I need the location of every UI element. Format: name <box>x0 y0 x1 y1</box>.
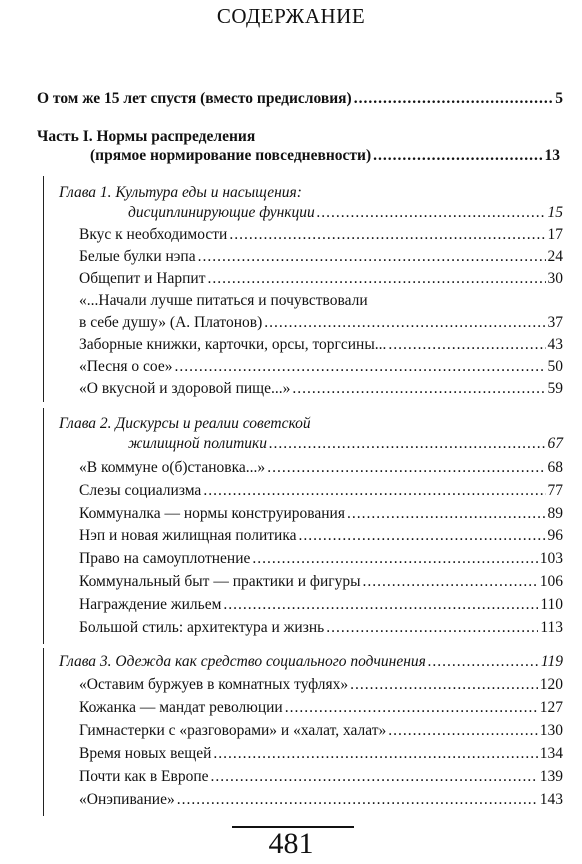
toc-section[interactable] <box>79 335 563 355</box>
dot-leader <box>347 504 546 524</box>
toc-section[interactable] <box>79 572 563 592</box>
toc-section[interactable] <box>79 698 563 718</box>
toc-section[interactable] <box>79 767 563 787</box>
dot-leader <box>211 767 538 787</box>
toc-entry-page: 13 <box>544 147 560 164</box>
page-title: СОДЕРЖАНИЕ <box>216 4 366 28</box>
toc-entry-title: Коммунальный быт — практики и фигуры <box>79 573 361 590</box>
toc-section[interactable] <box>79 675 563 695</box>
dot-leader <box>285 698 538 718</box>
toc-entry-page: 68 <box>547 459 563 476</box>
dot-leader <box>198 247 546 267</box>
toc-entry-preface[interactable] <box>37 89 563 109</box>
toc-entry-page: 134 <box>539 745 563 762</box>
toc-entry-title: «О вкусной и здоровой пище...» <box>79 380 291 397</box>
toc-entry-page: 15 <box>547 204 563 221</box>
toc-entry-chapter-3[interactable] <box>59 652 563 672</box>
dot-leader <box>317 203 546 223</box>
dot-leader <box>363 572 538 592</box>
toc-entry-title: Слезы социализма <box>79 482 202 499</box>
toc-section[interactable] <box>79 269 563 289</box>
dot-leader <box>229 225 545 245</box>
toc-entry-page: 103 <box>539 550 563 567</box>
chapter-divider <box>43 648 44 816</box>
dot-leader <box>299 526 546 546</box>
toc-entry-page: 37 <box>547 314 563 331</box>
toc-entry-title: О том же 15 лет спустя (вместо предисловия) <box>37 90 352 107</box>
toc-entry-page: 67 <box>547 435 563 452</box>
toc-section[interactable] <box>79 225 563 245</box>
toc-part-title: Часть I. Нормы распределения <box>37 128 256 145</box>
toc-entry-title: Время новых вещей <box>79 745 212 762</box>
toc-entry-page: 139 <box>539 768 563 785</box>
toc-entry-page: 30 <box>547 270 563 287</box>
dot-leader <box>208 269 546 289</box>
toc-entry-page: 96 <box>547 527 563 544</box>
toc-entry-page: 127 <box>539 699 563 716</box>
toc-entry-title: Белые булки нэпа <box>79 248 196 265</box>
toc-section[interactable] <box>79 458 563 478</box>
dot-leader <box>223 595 538 615</box>
dot-leader <box>213 744 537 764</box>
toc-entry-title: в себе душу» (А. Платонов) <box>79 314 263 331</box>
dot-leader <box>326 618 538 638</box>
toc-entry-page: 43 <box>547 336 563 353</box>
toc-entry-page: 59 <box>547 380 563 397</box>
toc-entry-title: Гимнастерки с «разговорами» и «халат, халат» <box>79 722 387 739</box>
page-number: 481 <box>268 827 314 860</box>
toc-section[interactable] <box>79 744 563 764</box>
toc-entry-page: 106 <box>539 573 563 590</box>
toc-section[interactable] <box>79 526 563 546</box>
toc-section[interactable] <box>79 357 563 377</box>
toc-entry-title: Коммуналка — нормы конструирования <box>79 505 345 522</box>
toc-section[interactable] <box>79 313 563 333</box>
toc-section[interactable] <box>79 721 563 741</box>
chapter-divider <box>43 408 44 644</box>
toc-entry-title: Право на самоуплотнение <box>79 550 251 567</box>
toc-entry-page: 143 <box>539 791 563 808</box>
toc-entry-page: 89 <box>547 505 563 522</box>
toc-entry-title: «Онэпивание» <box>79 791 175 808</box>
dot-leader <box>373 146 542 166</box>
toc-entry-title: Вкус к необходимости <box>79 226 228 243</box>
toc-entry-page: 119 <box>540 653 563 670</box>
toc-entry-title: Почти как в Европе <box>79 768 209 785</box>
dot-leader <box>350 675 538 695</box>
toc-section[interactable] <box>79 549 563 569</box>
toc-entry-title: Большой стиль: архитектура и жизнь <box>79 619 325 636</box>
toc-section[interactable] <box>79 247 563 267</box>
toc-entry-title: жилищной политики <box>128 435 268 452</box>
toc-entry-page: 120 <box>539 676 563 693</box>
toc-entry-title: Нэп и новая жилищная политика <box>79 527 297 544</box>
toc-entry-title: Глава 3. Одежда как средство социального подчинения <box>59 653 426 670</box>
toc-entry-page: 17 <box>547 226 563 243</box>
toc-entry-page: 50 <box>547 358 563 375</box>
dot-leader <box>388 335 545 355</box>
toc-entry-title: Кожанка — мандат революции <box>79 699 283 716</box>
dot-leader <box>354 89 554 109</box>
toc-entry-part-1[interactable] <box>90 146 560 166</box>
dot-leader <box>264 313 545 333</box>
dot-leader <box>292 379 545 399</box>
toc-entry-chapter-2[interactable] <box>128 434 563 454</box>
toc-entry-page: 5 <box>555 90 563 107</box>
toc-entry-title: Общепит и Нарпит <box>79 270 206 287</box>
toc-entry-title: «В коммуне о(б)становка...» <box>79 459 266 476</box>
toc-section[interactable] <box>79 618 563 638</box>
dot-leader <box>174 357 545 377</box>
toc-chapter-title: Глава 1. Культура еды и насыщения: <box>59 184 302 201</box>
dot-leader <box>252 549 537 569</box>
dot-leader <box>269 434 545 454</box>
toc-entry-title: Награждение жильем <box>79 596 222 613</box>
toc-entry-title: Заборные книжки, карточки, орсы, торгсины... <box>79 336 387 353</box>
toc-entry-title: «Песня о сое» <box>79 358 173 375</box>
toc-entry-page: 110 <box>540 596 563 613</box>
dot-leader <box>177 790 538 810</box>
chapter-divider <box>43 176 44 402</box>
toc-section[interactable] <box>79 379 563 399</box>
dot-leader <box>388 721 537 741</box>
toc-section-line: «...Начали лучше питаться и почувствовали <box>79 292 368 309</box>
toc-section[interactable] <box>79 790 563 810</box>
dot-leader <box>267 458 545 478</box>
toc-entry-page: 130 <box>539 722 563 739</box>
toc-entry-page: 113 <box>540 619 563 636</box>
toc-entry-page: 24 <box>547 248 563 265</box>
toc-section[interactable] <box>79 595 563 615</box>
toc-chapter-title: Глава 2. Дискурсы и реалии советской <box>59 415 311 432</box>
dot-leader <box>203 481 545 501</box>
toc-entry-chapter-1[interactable] <box>128 203 563 223</box>
toc-entry-title: (прямое нормирование повседневности) <box>90 147 372 164</box>
toc-entry-title: «Оставим буржуев в комнатных туфлях» <box>79 676 349 693</box>
toc-entry-title: дисциплинирующие функции <box>128 204 315 221</box>
dot-leader <box>428 652 539 672</box>
toc-entry-page: 77 <box>547 482 563 499</box>
toc-section[interactable] <box>79 481 563 501</box>
toc-section[interactable] <box>79 504 563 524</box>
